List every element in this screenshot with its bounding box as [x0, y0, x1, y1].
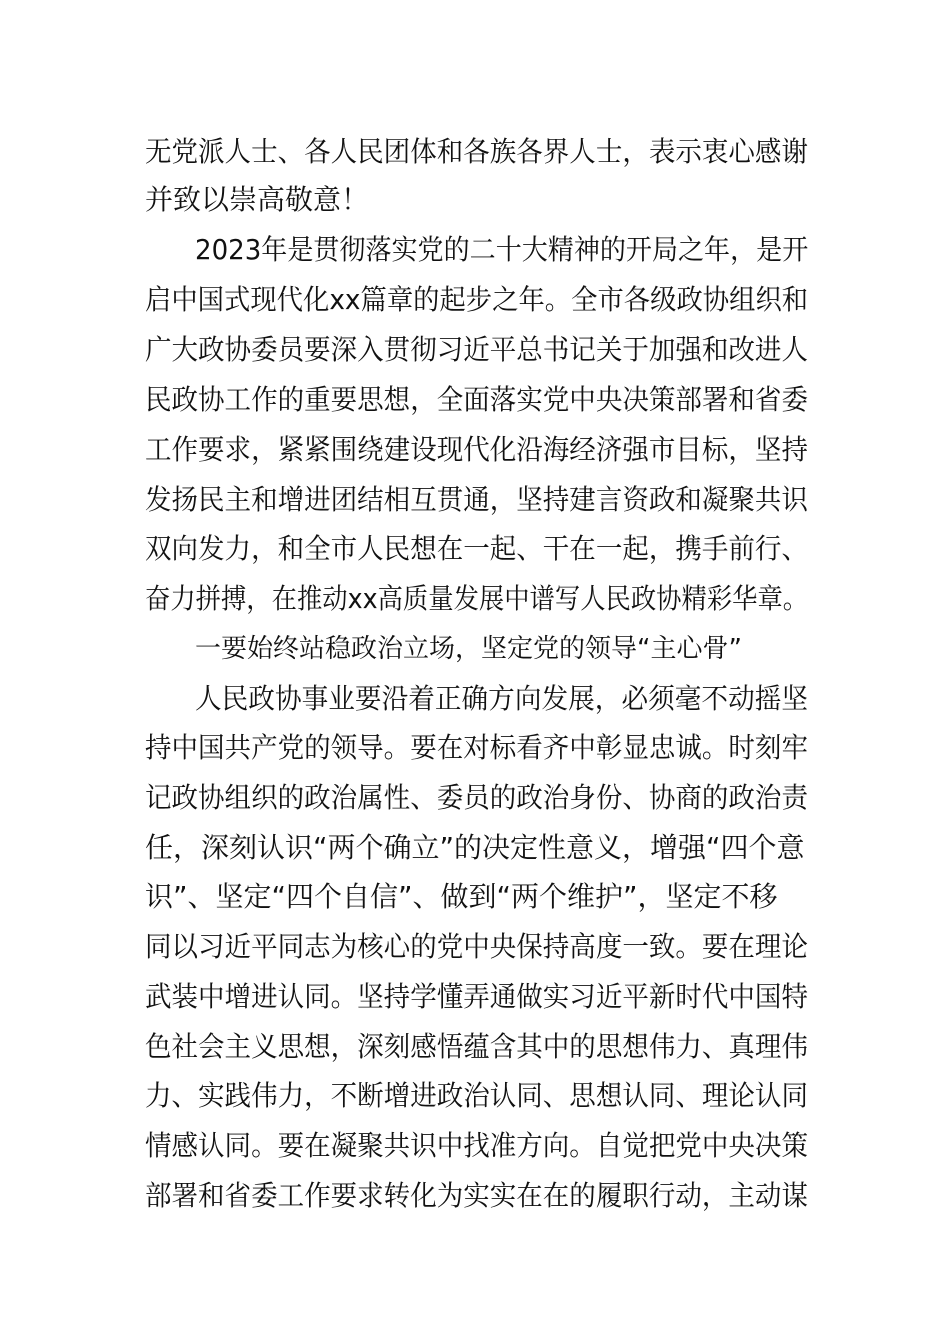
paragraph-line: 色社会主义思想，深刻感悟蕴含其中的思想伟力、真理伟	[145, 1030, 808, 1063]
paragraph-line: 并致以崇高敬意！	[145, 183, 370, 216]
paragraph-line: 武装中增进认同。坚持学懂弄通做实习近平新时代中国特	[145, 980, 808, 1013]
paragraph-line: 同以习近平同志为核心的党中央保持高度一致。要在理论	[145, 930, 808, 963]
paragraph-line: 广大政协委员要深入贯彻习近平总书记关于加强和改进人	[145, 333, 808, 366]
section-heading: 一要始终站稳政治立场，坚定党的领导“主心骨”	[195, 634, 742, 664]
paragraph-line: 双向发力，和全市人民想在一起、干在一起，携手前行、	[145, 532, 808, 565]
paragraph-line: 2023年是贯彻落实党的二十大精神的开局之年，是开	[195, 233, 809, 266]
paragraph-line: 情感认同。要在凝聚共识中找准方向。自觉把党中央决策	[145, 1129, 808, 1162]
paragraph-line: 任，深刻认识“两个确立”的决定性意义，增强“四个意	[145, 831, 805, 864]
paragraph-line: 记政协组织的政治属性、委员的政治身份、协商的政治责	[145, 781, 808, 814]
paragraph-line: 民政协工作的重要思想，全面落实党中央决策部署和省委	[145, 383, 808, 416]
paragraph-line: 无党派人士、各人民团体和各族各界人士，表示衷心感谢	[145, 135, 808, 168]
paragraph-line: 力、实践伟力，不断增进政治认同、思想认同、理论认同	[145, 1079, 808, 1112]
paragraph-line: 启中国式现代化xx篇章的起步之年。全市各级政协组织和	[145, 283, 809, 316]
paragraph-line: 奋力拼搏，在推动xx高质量发展中谱写人民政协精彩华章。	[145, 582, 809, 615]
paragraph-line: 部署和省委工作要求转化为实实在在的履职行动，主动谋	[145, 1179, 808, 1212]
paragraph-line: 工作要求，紧紧围绕建设现代化沿海经济强市目标，坚持	[145, 433, 808, 466]
paragraph-line: 识”、坚定“四个自信”、做到“两个维护”，坚定不移	[145, 880, 778, 913]
paragraph-line: 持中国共产党的领导。要在对标看齐中彰显忠诚。时刻牢	[145, 731, 808, 764]
paragraph-line: 发扬民主和增进团结相互贯通，坚持建言资政和凝聚共识	[145, 483, 808, 516]
paragraph-line: 人民政协事业要沿着正确方向发展，必须毫不动摇坚	[195, 682, 809, 715]
